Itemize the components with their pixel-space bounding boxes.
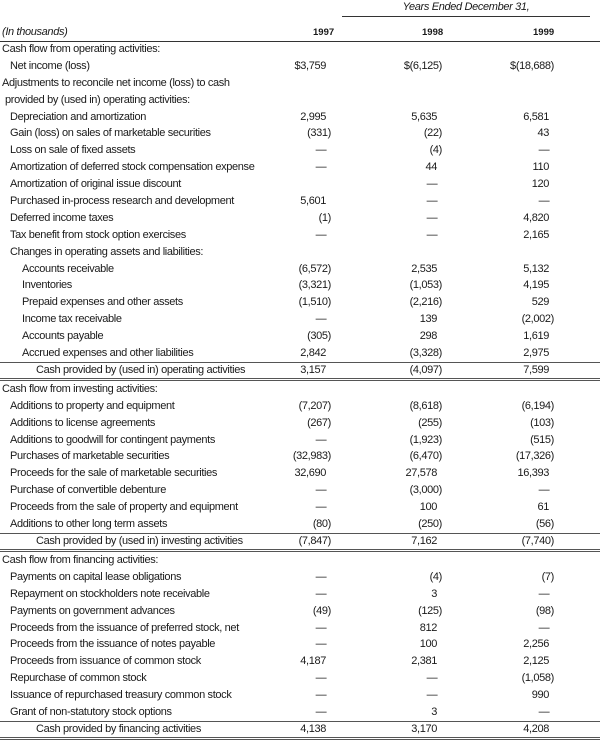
row-label: Proceeds from issuance of common stock — [10, 655, 201, 668]
row-label: Accounts receivable — [22, 262, 114, 275]
value-1997: — — [315, 161, 327, 174]
value-1997: 4,187 — [300, 655, 326, 668]
value-1998: (250) — [418, 518, 442, 531]
value-1997: (3,321) — [298, 279, 331, 292]
value-1997: (7,207) — [298, 399, 331, 412]
row-label: Cash provided by financing activities — [36, 722, 201, 735]
row-label: provided by (used in) operating activities: — [5, 93, 190, 106]
table-row — [0, 704, 600, 721]
value-1999: (2,002) — [521, 313, 554, 326]
column-header-row — [0, 22, 600, 42]
value-1999: (7) — [541, 570, 554, 583]
value-1998: — — [426, 211, 438, 224]
table-row — [0, 381, 600, 398]
value-1997: — — [315, 621, 327, 634]
row-label: Gain (loss) on sales of marketable securities — [10, 127, 211, 140]
table-row — [0, 670, 600, 687]
value-1999: 2,165 — [523, 228, 549, 241]
row-label: Purchases of marketable securities — [10, 450, 170, 463]
value-1998: (125) — [418, 604, 442, 617]
row-label: Cash flow from investing activities: — [2, 382, 158, 395]
year-1997-header: 1997 — [313, 27, 335, 38]
table-row — [0, 687, 600, 704]
row-label: Amortization of deferred stock compensation expense — [10, 161, 255, 174]
row-label: Accrued expenses and other liabilities — [22, 347, 194, 360]
table-row — [0, 482, 600, 499]
value-1999: 990 — [531, 689, 549, 702]
row-label: Cash flow from operating activities: — [2, 43, 160, 55]
table-row — [0, 603, 600, 620]
row-label: Issuance of repurchased treasury common stock — [10, 689, 232, 702]
value-1999: 2,125 — [523, 655, 549, 668]
value-1999: 43 — [537, 127, 549, 140]
value-1997: — — [315, 570, 327, 583]
value-1999: 2,256 — [523, 638, 549, 651]
value-1999: — — [538, 144, 550, 157]
row-label: Additions to goodwill for contingent payments — [10, 433, 215, 446]
value-1999: $(18,688) — [510, 59, 554, 72]
value-1999: 16,393 — [517, 467, 549, 480]
value-1998: (2,216) — [409, 296, 442, 309]
value-1999: 1,619 — [523, 330, 549, 343]
year-1998-header: 1998 — [422, 27, 444, 38]
value-1997: 5,601 — [300, 195, 326, 208]
row-label: Income tax receivable — [22, 313, 122, 326]
table-row — [0, 142, 600, 159]
value-1997: — — [315, 144, 327, 157]
table-row — [0, 552, 600, 569]
value-1997: 4,138 — [300, 722, 326, 735]
value-1998: 3,170 — [411, 722, 437, 735]
value-1998: (3,328) — [409, 347, 442, 360]
value-1998: — — [426, 672, 438, 685]
value-1999: (515) — [530, 433, 554, 446]
value-1997: $3,759 — [294, 59, 326, 72]
value-1999: (7,740) — [521, 534, 554, 547]
value-1997: 2,995 — [300, 110, 326, 123]
row-label: Depreciation and amortization — [10, 110, 146, 123]
table-row — [0, 415, 600, 432]
value-1997: (7,847) — [298, 534, 331, 547]
value-1999: 5,132 — [523, 262, 549, 275]
row-label: Purchase of convertible debenture — [10, 484, 167, 497]
value-1999: 110 — [532, 161, 549, 174]
value-1998: 2,535 — [411, 262, 437, 275]
value-1998: — — [426, 689, 438, 702]
row-label: Cash provided by (used in) investing activities — [36, 534, 243, 547]
table-row — [0, 432, 600, 449]
table-row — [0, 176, 600, 193]
value-1997: (1,510) — [298, 296, 331, 309]
row-label: Repurchase of common stock — [10, 672, 147, 685]
value-1999: 2,975 — [523, 347, 549, 360]
table-row — [0, 58, 600, 75]
value-1997: — — [315, 313, 327, 326]
row-label: Inventories — [22, 279, 72, 292]
value-1998: 27,578 — [405, 467, 437, 480]
value-1999: 529 — [531, 296, 549, 309]
row-label: Proceeds from the issuance of notes payable — [10, 638, 216, 651]
row-label: Accounts payable — [22, 330, 104, 343]
value-1999: (1,058) — [521, 672, 554, 685]
row-label: Proceeds for the sale of marketable securities — [10, 467, 218, 480]
value-1997: — — [315, 228, 327, 241]
table-row — [0, 159, 600, 176]
value-1997: — — [315, 501, 327, 514]
value-1998: 3 — [431, 705, 437, 718]
value-1998: 139 — [419, 313, 437, 326]
table-row — [0, 261, 600, 278]
table-row — [0, 516, 600, 533]
table-row — [0, 210, 600, 227]
table-row — [0, 328, 600, 345]
value-1998: (22) — [423, 127, 442, 140]
value-1998: (1,053) — [409, 279, 442, 292]
value-1997: 32,690 — [294, 467, 326, 480]
table-row — [0, 227, 600, 244]
row-label: Loss on sale of fixed assets — [10, 144, 136, 157]
row-label: Payments on capital lease obligations — [10, 570, 182, 583]
row-label: Tax benefit from stock option exercises — [10, 228, 186, 241]
value-1997: (6,572) — [298, 262, 331, 275]
value-1997: — — [315, 638, 327, 651]
year-1999-header: 1999 — [533, 27, 555, 38]
value-1999: (6,194) — [521, 399, 554, 412]
table-total-row — [0, 533, 600, 552]
value-1997: 3,157 — [300, 363, 326, 376]
row-label: Repayment on stockholders note receivable — [10, 587, 210, 600]
value-1998: — — [426, 178, 438, 191]
value-1997: (1) — [318, 211, 331, 224]
row-label: Cash flow from financing activities: — [2, 553, 159, 566]
value-1999: 61 — [537, 501, 549, 514]
row-label: Additions to license agreements — [10, 416, 156, 429]
value-1997: (32,983) — [292, 450, 331, 463]
row-label: Additions to other long term assets — [10, 518, 168, 531]
value-1999: 4,208 — [523, 722, 549, 735]
table-row — [0, 586, 600, 603]
value-1997: (305) — [307, 330, 331, 343]
value-1999: 6,581 — [523, 110, 549, 123]
value-1998: 100 — [419, 501, 437, 514]
value-1998: $(6,125) — [403, 59, 442, 72]
row-label: Purchased in-process research and development — [10, 195, 234, 208]
table-total-row — [0, 721, 600, 740]
row-label: Amortization of original issue discount — [10, 178, 181, 191]
value-1997: — — [315, 433, 327, 446]
value-1997: (267) — [307, 416, 331, 429]
value-1998: (4) — [429, 570, 442, 583]
row-label: Deferred income taxes — [10, 211, 114, 224]
table-row — [0, 398, 600, 415]
value-1999: 4,195 — [523, 279, 549, 292]
value-1998: 2,381 — [411, 655, 437, 668]
table-row — [0, 92, 600, 109]
table-row — [0, 244, 600, 261]
table-row — [0, 448, 600, 465]
value-1998: 812 — [419, 621, 437, 634]
value-1998: (4) — [429, 144, 442, 157]
table-row — [0, 41, 600, 58]
table-row — [0, 653, 600, 670]
value-1999: — — [538, 195, 550, 208]
value-1999: 7,599 — [523, 363, 549, 376]
value-1998: (6,470) — [409, 450, 442, 463]
table-row — [0, 499, 600, 516]
row-label: Proceeds from the sale of property and equipment — [10, 501, 238, 514]
value-1999: (56) — [535, 518, 554, 531]
row-label: Net income (loss) — [10, 59, 90, 72]
cash-flow-table — [0, 41, 600, 740]
value-1999: 120 — [531, 178, 549, 191]
row-label: Adjustments to reconcile net income (loss) to cash — [2, 76, 230, 89]
row-label: Changes in operating assets and liabilities: — [10, 245, 204, 258]
value-1998: — — [426, 228, 438, 241]
table-row — [0, 636, 600, 653]
value-1998: (4,097) — [409, 363, 442, 376]
value-1997: — — [315, 689, 327, 702]
value-1997: (80) — [312, 518, 331, 531]
value-1998: 298 — [419, 330, 437, 343]
value-1997: (331) — [307, 127, 331, 140]
row-label: Cash provided by (used in) operating activities — [36, 363, 246, 376]
table-row — [0, 193, 600, 210]
value-1998: (255) — [418, 416, 442, 429]
value-1999: (103) — [530, 416, 554, 429]
row-label: Prepaid expenses and other assets — [22, 296, 183, 309]
row-label: Proceeds from the issuance of preferred stock, net — [10, 621, 239, 634]
value-1999: — — [538, 705, 550, 718]
value-1998: 44 — [425, 161, 437, 174]
row-label: Grant of non-statutory stock options — [10, 705, 172, 718]
value-1997: — — [315, 484, 327, 497]
table-row — [0, 294, 600, 311]
value-1998: — — [426, 195, 438, 208]
value-1998: 5,635 — [411, 110, 437, 123]
table-row — [0, 75, 600, 92]
table-row — [0, 125, 600, 142]
value-1999: (17,326) — [515, 450, 554, 463]
value-1999: (98) — [535, 604, 554, 617]
table-total-row — [0, 362, 600, 381]
table-row — [0, 465, 600, 482]
table-row — [0, 620, 600, 637]
value-1998: 3 — [431, 587, 437, 600]
value-1998: (3,000) — [409, 484, 442, 497]
row-label: Additions to property and equipment — [10, 399, 175, 412]
units-label: (In thousands) — [2, 26, 68, 38]
value-1999: — — [538, 484, 550, 497]
value-1998: 100 — [419, 638, 437, 651]
table-row — [0, 311, 600, 328]
value-1998: (1,923) — [409, 433, 442, 446]
value-1997: — — [315, 587, 327, 600]
table-row — [0, 109, 600, 126]
value-1999: 4,820 — [523, 211, 549, 224]
row-label: Payments on government advances — [10, 604, 175, 617]
value-1999: — — [538, 621, 550, 634]
table-row — [0, 345, 600, 362]
value-1998: (8,618) — [409, 399, 442, 412]
value-1997: 2,842 — [300, 347, 326, 360]
value-1997: — — [315, 705, 327, 718]
table-row — [0, 569, 600, 586]
table-row — [0, 277, 600, 294]
value-1997: — — [315, 672, 327, 685]
value-1999: — — [538, 587, 550, 600]
period-header: Years Ended December 31, — [342, 0, 590, 17]
value-1997: (49) — [312, 604, 331, 617]
value-1998: 7,162 — [411, 534, 437, 547]
